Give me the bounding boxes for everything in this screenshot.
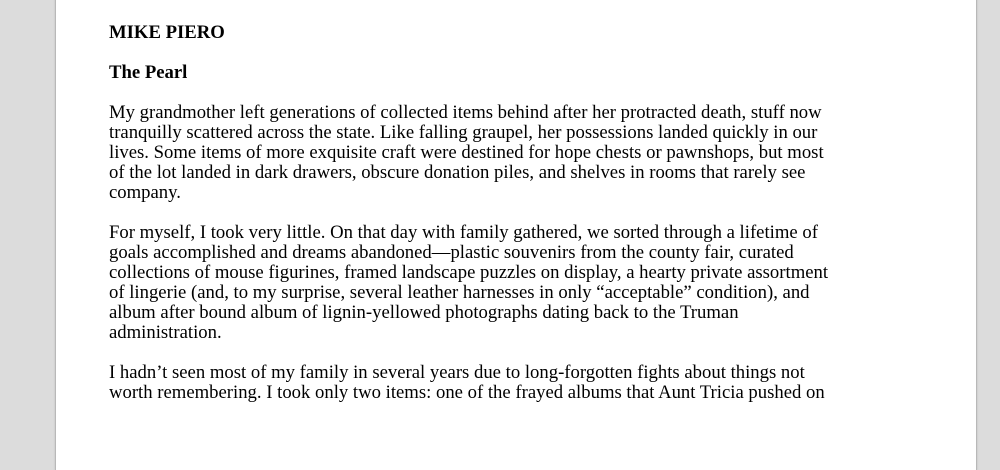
author-name: MIKE PIERO: [109, 22, 225, 43]
text-line: of the lot landed in dark drawers, obscure donation piles, and shelves in rooms that rarely see: [109, 162, 806, 183]
text-line: administration.: [109, 322, 222, 343]
text-line: goals accomplished and dreams abandoned—plastic souvenirs from the county fair, curated: [109, 242, 794, 263]
text-line: tranquilly scattered across the state. Like falling graupel, her possessions landed quickly in our: [109, 122, 818, 143]
paragraph-3: [109, 363, 909, 403]
text-line: lives. Some items of more exquisite craft were destined for hope chests or pawnshops, but most: [109, 142, 824, 163]
text-line: collections of mouse figurines, framed landscape puzzles on display, a hearty private assortment: [109, 262, 829, 283]
paragraph-1: [109, 103, 909, 203]
paragraph-2: [109, 223, 909, 343]
document-body: [109, 23, 909, 423]
document-page: [55, 0, 977, 470]
text-line: of lingerie (and, to my surprise, several leather harnesses in only “acceptable” condition), and: [109, 282, 810, 303]
story-title: The Pearl: [109, 62, 188, 83]
text-line: My grandmother left generations of collected items behind after her protracted death, stuff now: [109, 102, 822, 123]
text-line: company.: [109, 182, 181, 203]
text-line: I hadn’t seen most of my family in several years due to long-forgotten fights about things not: [109, 362, 805, 383]
text-line: worth remembering. I took only two items: one of the frayed albums that Aunt Tricia pushed on: [109, 382, 825, 403]
text-line: For myself, I took very little. On that day with family gathered, we sorted through a lifetime of: [109, 222, 818, 243]
text-line: album after bound album of lignin-yellowed photographs dating back to the Truman: [109, 302, 739, 323]
